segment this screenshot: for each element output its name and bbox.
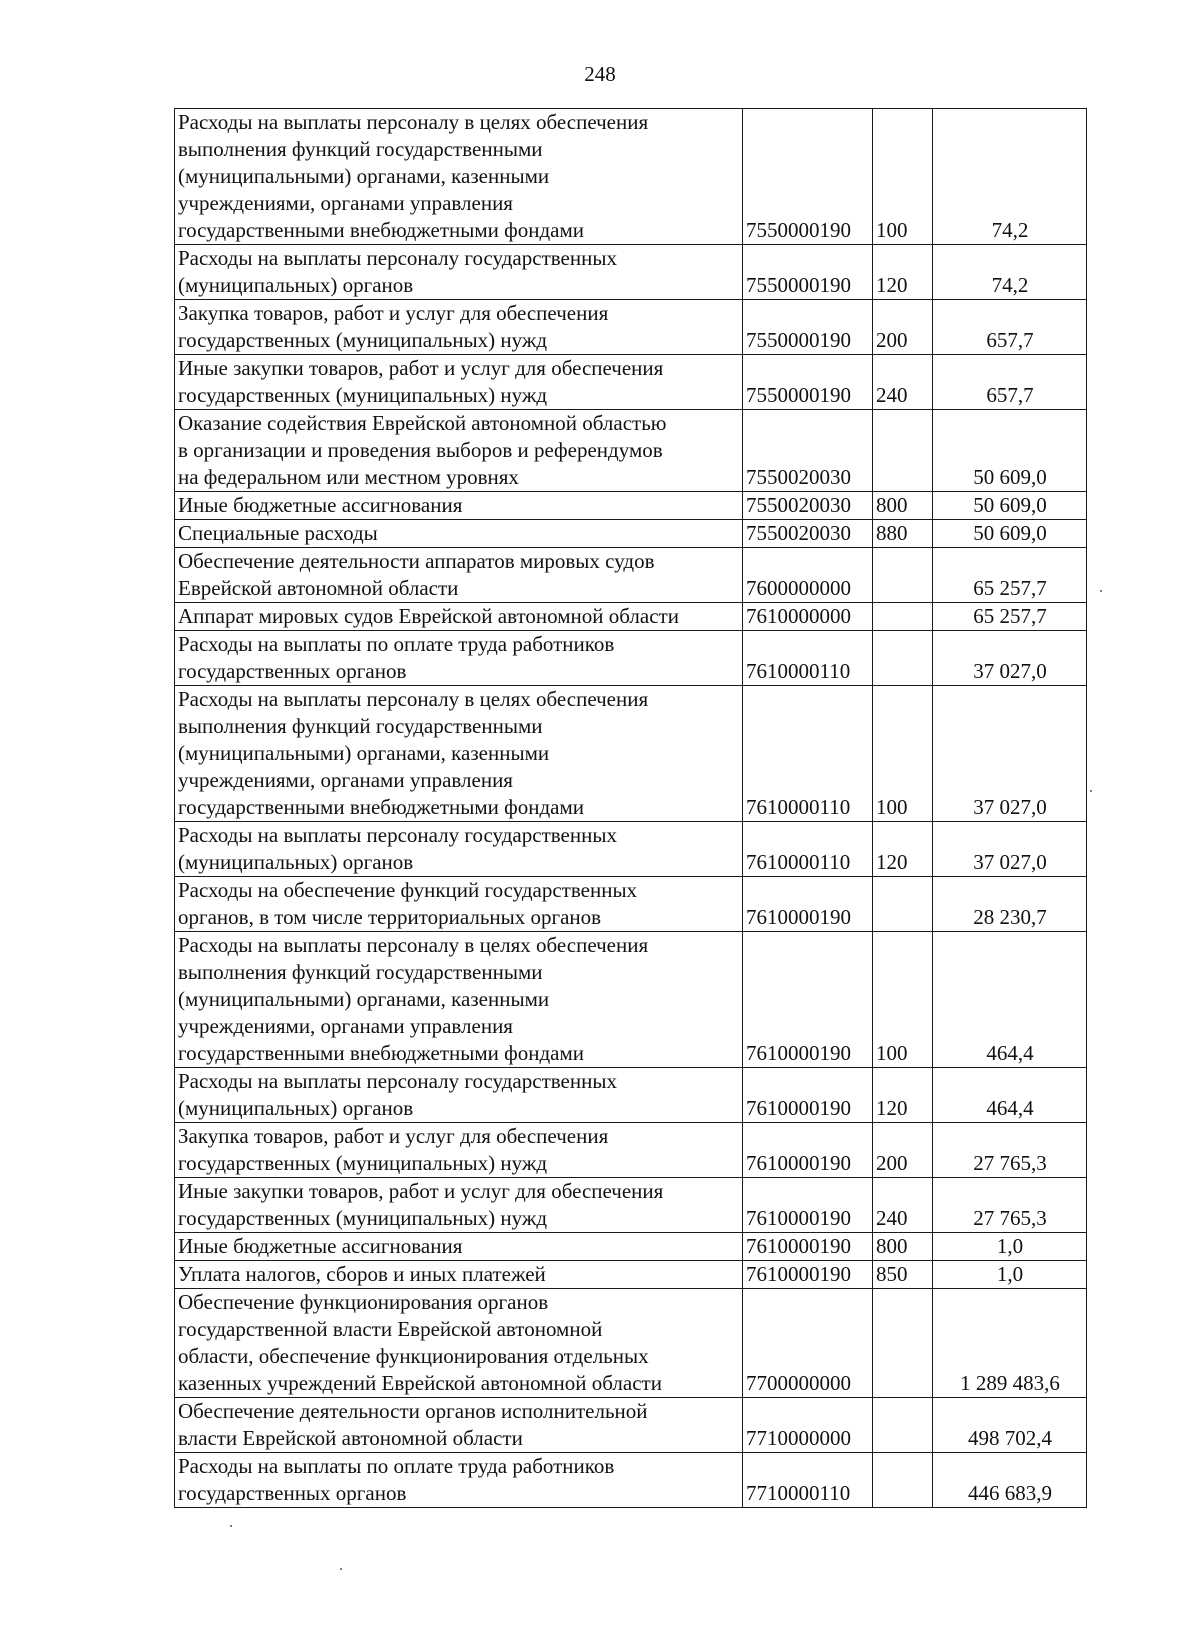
table-row [175,245,1087,300]
scan-speck [1100,590,1102,592]
row-sum-cell: 50 609,0 [933,520,1087,548]
row-code-cell: 7700000000 [743,1289,873,1398]
row-type-cell: 120 [873,1068,933,1123]
row-sum-cell: 498 702,4 [933,1398,1087,1453]
row-type-cell: 120 [873,822,933,877]
row-name-cell: Расходы на выплаты персоналу государственных (муниципальных) органов [175,245,743,300]
scan-speck [1090,790,1092,792]
table-row [175,631,1087,686]
row-code-cell: 7610000110 [743,822,873,877]
table-row [175,686,1087,822]
row-sum-cell: 28 230,7 [933,877,1087,932]
table-row [175,300,1087,355]
row-sum-cell: 27 765,3 [933,1123,1087,1178]
row-code-cell: 7600000000 [743,548,873,603]
row-type-cell: 100 [873,109,933,245]
table-row [175,603,1087,631]
row-type-cell: 880 [873,520,933,548]
row-name-cell: Закупка товаров, работ и услуг для обеспечения государственных (муниципальных) нужд [175,300,743,355]
row-name-cell: Аппарат мировых судов Еврейской автономной области [175,603,743,631]
budget-table-body [175,109,1087,1508]
row-code-cell: 7610000190 [743,1068,873,1123]
row-type-cell [873,548,933,603]
row-type-cell: 800 [873,492,933,520]
row-name-cell: Расходы на выплаты по оплате труда работников государственных органов [175,1453,743,1508]
row-type-cell [873,1289,933,1398]
row-code-cell: 7550000190 [743,109,873,245]
table-row [175,822,1087,877]
row-type-cell: 200 [873,300,933,355]
table-row [175,932,1087,1068]
table-row [175,355,1087,410]
row-code-cell: 7550000190 [743,300,873,355]
row-code-cell: 7550020030 [743,520,873,548]
row-sum-cell: 37 027,0 [933,631,1087,686]
row-code-cell: 7610000110 [743,631,873,686]
row-name-cell: Расходы на обеспечение функций государственных органов, в том числе территориальных органов [175,877,743,932]
row-code-cell: 7550000190 [743,355,873,410]
row-sum-cell: 50 609,0 [933,410,1087,492]
row-sum-cell: 37 027,0 [933,686,1087,822]
row-code-cell: 7610000190 [743,1233,873,1261]
budget-table [174,108,1087,1508]
scan-speck [230,1525,232,1527]
table-row [175,1453,1087,1508]
row-code-cell: 7610000190 [743,1261,873,1289]
row-type-cell: 240 [873,355,933,410]
table-row [175,1178,1087,1233]
row-name-cell: Оказание содействия Еврейской автономной областью в организации и проведения выборов и референдумов на федеральном или местном уровнях [175,410,743,492]
row-type-cell [873,631,933,686]
table-row [175,1261,1087,1289]
row-name-cell: Расходы на выплаты персоналу государственных (муниципальных) органов [175,822,743,877]
row-name-cell: Расходы на выплаты по оплате труда работников государственных органов [175,631,743,686]
scan-speck [340,1568,342,1570]
row-code-cell: 7610000110 [743,686,873,822]
page-number: 248 [584,62,616,86]
row-type-cell: 200 [873,1123,933,1178]
table-row [175,109,1087,245]
row-code-cell: 7550020030 [743,492,873,520]
row-code-cell: 7610000190 [743,877,873,932]
row-name-cell: Уплата налогов, сборов и иных платежей [175,1261,743,1289]
row-sum-cell: 446 683,9 [933,1453,1087,1508]
table-row [175,1068,1087,1123]
row-name-cell: Расходы на выплаты персоналу в целях обеспечения выполнения функций государственными (муниципальными) органами, казенными учреждениями, органами управления государственными внебюджетными фондами [175,686,743,822]
row-code-cell: 7610000190 [743,1178,873,1233]
row-type-cell [873,1398,933,1453]
row-name-cell: Обеспечение деятельности аппаратов мировых судов Еврейской автономной области [175,548,743,603]
row-sum-cell: 464,4 [933,1068,1087,1123]
table-row [175,1233,1087,1261]
row-name-cell: Обеспечение функционирования органов государственной власти Еврейской автономной области, обеспечение функционирования отдельных казенных учреждений Еврейской автономной области [175,1289,743,1398]
row-code-cell: 7610000190 [743,932,873,1068]
row-code-cell: 7550000190 [743,245,873,300]
table-row [175,520,1087,548]
row-name-cell: Расходы на выплаты персоналу государственных (муниципальных) органов [175,1068,743,1123]
row-name-cell: Расходы на выплаты персоналу в целях обеспечения выполнения функций государственными (муниципальными) органами, казенными учреждениями, органами управления государственными внебюджетными фондами [175,932,743,1068]
row-sum-cell: 1 289 483,6 [933,1289,1087,1398]
row-sum-cell: 657,7 [933,355,1087,410]
row-type-cell: 850 [873,1261,933,1289]
row-type-cell: 800 [873,1233,933,1261]
table-row [175,1398,1087,1453]
row-sum-cell: 464,4 [933,932,1087,1068]
row-sum-cell: 657,7 [933,300,1087,355]
row-type-cell [873,603,933,631]
row-name-cell: Иные закупки товаров, работ и услуг для обеспечения государственных (муниципальных) нужд [175,1178,743,1233]
row-type-cell: 120 [873,245,933,300]
row-code-cell: 7550020030 [743,410,873,492]
row-name-cell: Иные бюджетные ассигнования [175,1233,743,1261]
table-row [175,548,1087,603]
row-code-cell: 7610000190 [743,1123,873,1178]
row-code-cell: 7710000000 [743,1398,873,1453]
row-sum-cell: 74,2 [933,245,1087,300]
row-sum-cell: 74,2 [933,109,1087,245]
row-name-cell: Расходы на выплаты персоналу в целях обеспечения выполнения функций государственными (муниципальными) органами, казенными учреждениями, органами управления государственными внебюджетными фондами [175,109,743,245]
row-sum-cell: 27 765,3 [933,1178,1087,1233]
row-name-cell: Закупка товаров, работ и услуг для обеспечения государственных (муниципальных) нужд [175,1123,743,1178]
row-sum-cell: 65 257,7 [933,548,1087,603]
table-row [175,410,1087,492]
table-row [175,1289,1087,1398]
row-code-cell: 7610000000 [743,603,873,631]
table-row [175,492,1087,520]
row-name-cell: Специальные расходы [175,520,743,548]
row-name-cell: Обеспечение деятельности органов исполнительной власти Еврейской автономной области [175,1398,743,1453]
row-sum-cell: 1,0 [933,1233,1087,1261]
row-type-cell: 100 [873,686,933,822]
row-sum-cell: 1,0 [933,1261,1087,1289]
row-code-cell: 7710000110 [743,1453,873,1508]
row-name-cell: Иные закупки товаров, работ и услуг для обеспечения государственных (муниципальных) нужд [175,355,743,410]
row-type-cell [873,877,933,932]
table-row [175,877,1087,932]
table-row [175,1123,1087,1178]
row-sum-cell: 37 027,0 [933,822,1087,877]
row-type-cell [873,1453,933,1508]
row-name-cell: Иные бюджетные ассигнования [175,492,743,520]
row-sum-cell: 50 609,0 [933,492,1087,520]
row-sum-cell: 65 257,7 [933,603,1087,631]
row-type-cell: 240 [873,1178,933,1233]
row-type-cell: 100 [873,932,933,1068]
row-type-cell [873,410,933,492]
